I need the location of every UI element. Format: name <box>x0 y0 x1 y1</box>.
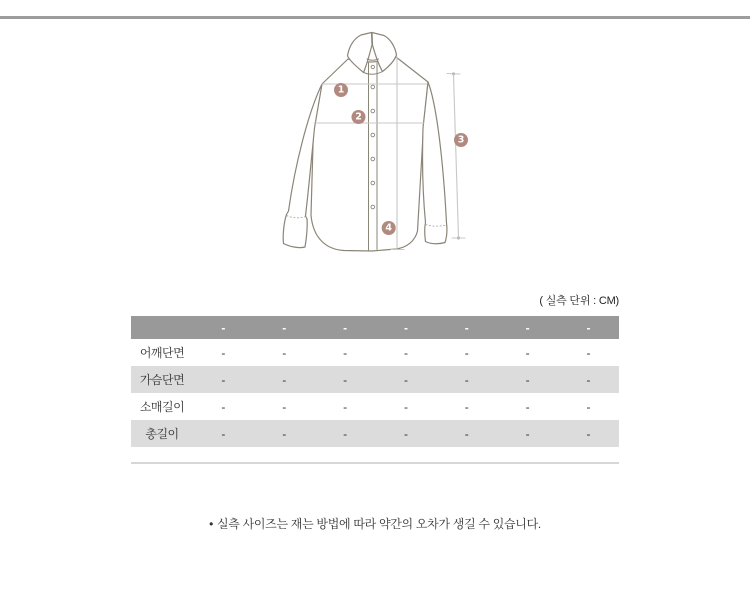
sleeve-measure-line <box>454 75 459 238</box>
table-cell: - <box>403 426 408 441</box>
table-cell: - <box>525 426 530 441</box>
marker-2 <box>352 110 366 124</box>
table-cell: - <box>464 399 469 414</box>
row-label: 어깨단면 <box>139 346 185 360</box>
table-row-chest <box>131 366 619 393</box>
table-cell: - <box>525 372 530 387</box>
table-cell: - <box>586 372 591 387</box>
table-cell: - <box>343 426 348 441</box>
shirt-right-sleeve <box>423 82 447 244</box>
table-cell: - <box>403 372 408 387</box>
table-cell: - <box>586 345 591 360</box>
table-row-total-length <box>131 420 619 447</box>
table-cell: - <box>343 399 348 414</box>
size-header-cell: - <box>221 320 226 335</box>
placket-button <box>371 157 375 161</box>
placket-button <box>371 109 375 113</box>
shirt-measurement-diagram <box>265 25 480 265</box>
marker-2-number: 2 <box>355 111 362 123</box>
size-header-cell: - <box>282 320 287 335</box>
row-label: 총길이 <box>145 427 179 441</box>
table-cell: - <box>221 426 226 441</box>
table-row-shoulder <box>131 339 619 366</box>
table-cell: - <box>464 345 469 360</box>
table-cell: - <box>282 399 287 414</box>
size-header-cell: - <box>403 320 408 335</box>
table-cell: - <box>464 372 469 387</box>
table-cell: - <box>221 345 226 360</box>
collar-band-top <box>367 59 379 60</box>
table-cell: - <box>343 372 348 387</box>
marker-1 <box>334 83 348 97</box>
table-cell: - <box>221 399 226 414</box>
placket-button <box>371 205 375 209</box>
size-header-cell: - <box>343 320 348 335</box>
sleeve-measure-dot-bottom <box>457 236 460 239</box>
marker-1-number: 1 <box>337 84 345 96</box>
sleeve-measure-dot-top <box>452 72 455 75</box>
size-table <box>131 316 619 447</box>
table-cell: - <box>343 345 348 360</box>
size-table-container <box>131 316 619 447</box>
marker-3 <box>454 133 468 147</box>
table-cell: - <box>525 399 530 414</box>
size-header-cell: - <box>464 320 469 335</box>
table-cell: - <box>525 345 530 360</box>
table-row-sleeve <box>131 393 619 420</box>
marker-3-number: 3 <box>457 134 465 146</box>
measurement-unit-label: ( 실측 단위 : CM) <box>539 295 619 307</box>
size-header-cell: - <box>586 320 591 335</box>
size-table-header-row <box>131 316 619 339</box>
table-cell: - <box>403 345 408 360</box>
table-cell: - <box>586 426 591 441</box>
row-label: 가슴단면 <box>139 373 185 387</box>
size-header-cell: - <box>525 320 530 335</box>
placket-button <box>371 181 375 185</box>
table-cell: - <box>586 399 591 414</box>
placket-button <box>371 85 375 89</box>
shirt-body <box>311 57 428 251</box>
row-label: 소매길이 <box>139 400 185 414</box>
table-cell: - <box>282 345 287 360</box>
table-cell: - <box>282 372 287 387</box>
table-cell: - <box>403 399 408 414</box>
placket-button <box>371 133 375 137</box>
marker-4-number: 4 <box>385 222 393 234</box>
table-cell: - <box>464 426 469 441</box>
note-text: 실측 사이즈는 재는 방법에 따라 약간의 오차가 생길 수 있습니다. <box>216 517 541 531</box>
marker-4 <box>382 221 396 235</box>
note-bullet: • <box>209 517 213 531</box>
table-cell: - <box>282 426 287 441</box>
measurement-note <box>0 516 750 532</box>
table-cell: - <box>221 372 226 387</box>
size-table-corner-cell <box>131 316 193 339</box>
table-bottom-divider <box>131 462 619 464</box>
top-divider <box>0 16 750 19</box>
collar-button <box>371 65 374 68</box>
